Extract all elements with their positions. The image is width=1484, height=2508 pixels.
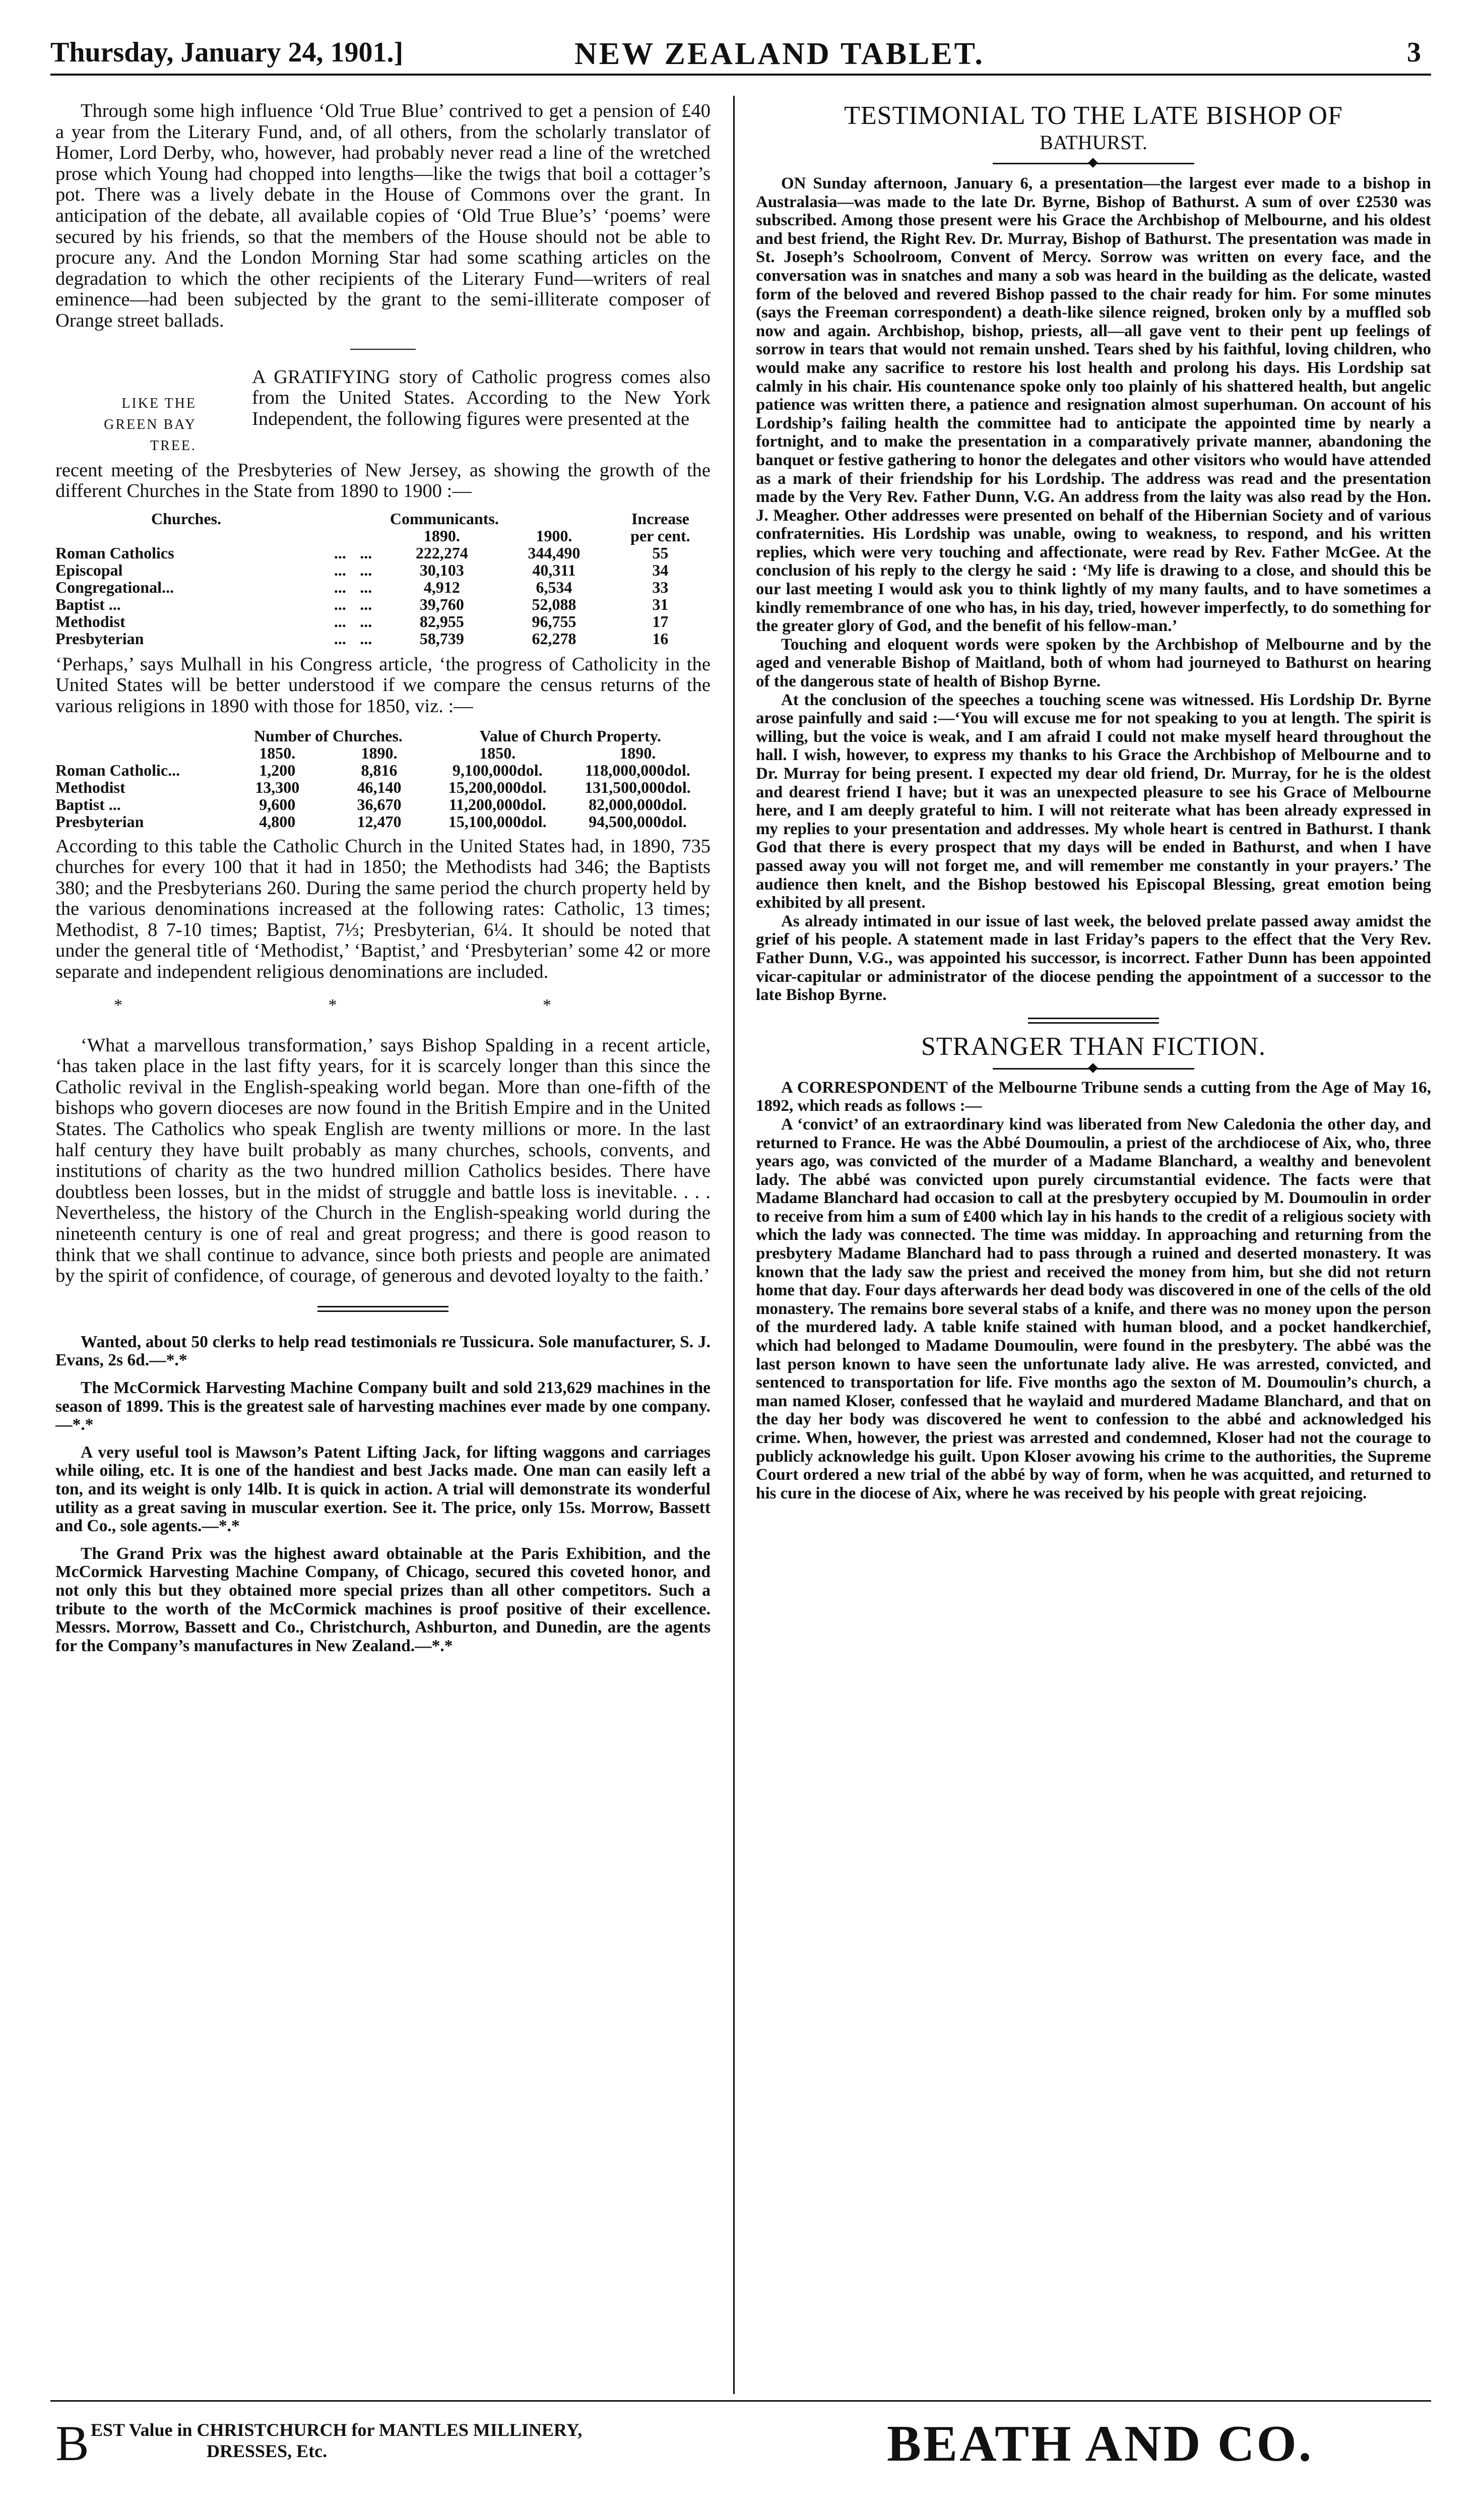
cell: 118,000,000dol. (585, 761, 690, 779)
left-column (55, 101, 711, 1655)
article-heading: STRANGER THAN FICTION. (921, 1032, 1266, 1061)
cell: 4,912 (423, 578, 460, 596)
church-property-table (55, 727, 711, 830)
communicants-table (55, 510, 711, 647)
col-header: 1890. (361, 743, 398, 762)
cell: 58,739 (419, 629, 464, 648)
issue-date: Thursday, January 24, 1901.] (50, 37, 404, 68)
cell: 82,000,000dol. (589, 795, 687, 813)
cell: Roman Catholic... (55, 761, 180, 779)
cell: 4,800 (259, 812, 296, 831)
cell: 13,300 (255, 778, 300, 796)
cell: 34 (652, 560, 669, 579)
table-row (55, 796, 711, 813)
cell: 82,955 (419, 612, 464, 631)
cell: 33 (652, 578, 669, 596)
article-paragraph: Through some high influence ‘Old True Blue’ contrived to get a pension of £40 a year from the Literary Fund, and, of all others, from the scholarly translator of Homer, Lord Derby, who, however, had probably never read a line of the wretched prose which Young had chopped into lengths—like the twigs that boil a cottager’s pot. There was a lively debate in the House of Commons over the grant. In anticipation of the debate, all available copies of ‘Old True Blue’s’ ‘poems’ were secured by his friends, so that the members of the House should not be able to procure any. And the London Morning Star had some scathing articles on the degradation to which the other recipients of the Literary Fund—writers of real eminence—had been subjected by the grant to the semi-illiterate composer of Orange street ballads. (55, 100, 711, 331)
cell: 8,816 (361, 761, 398, 779)
cell: Baptist ... (55, 595, 121, 613)
masthead-title: NEW ZEALAND TABLET. (574, 37, 985, 71)
side-heading (55, 393, 197, 457)
table-row: Presbyterian ... ... 58,739 62,278 16 (55, 630, 711, 647)
cell: 39,760 (419, 595, 464, 613)
cell: 40,311 (532, 560, 576, 579)
cell: 62,278 (532, 629, 576, 648)
cell: 222,274 (415, 543, 468, 562)
article-paragraph: ‘What a marvellous transformation,’ says Bishop Spalding in a recent article, ‘has taken place in the last fifty years, for it is scarcely longer than this since the Catholic revival in the English-speaking world began. More than one-fifth of the bishops who govern dioceses are now found in the British Empire and in the United States. The Catholics who speak English are twenty millions or more. In the last half century they have built probably as many churches, schools, convents, and institutions of charity as the two hundred million Catholics besides. There have doubtless been losses, but in the midst of struggle and battle loss is inevitable. . . . Nevertheless, the history of the Church in the English-speaking world during the nineteenth century is one of real and great progress; and there is good reason to think that we shall continue to advance, since both priests and people are animated by the spirit of confidence, of courage, of generous and devoted loyalty to the faith.’ (55, 1034, 711, 1287)
col-header: 1890. (619, 743, 656, 762)
cell: Episcopal (55, 560, 123, 579)
divider (350, 349, 416, 350)
article-paragraph: As already intimated in our issue of last week, the beloved prelate passed away amidst the grief of his people. A statement made in last Friday’s papers to the effect that the Very Rev. Father Dunn, V.G., was appointed his successor, is incorrect. Father Dunn has been appointed vicar-capitular or administrator of the diocese pending the appointment of a successor to the late Bishop Byrne. (756, 912, 1431, 1005)
cell: 11,200,000dol. (448, 795, 546, 813)
article-paragraph: ON Sunday afternoon, January 6, a presentation—the largest ever made to a bishop in Australasia—was made to the late Dr. Byrne, Bishop of Bathurst. A sum of over £2530 was subscribed. Among those present were his Grace the Archbishop of Melbourne, and his oldest and best friend, the Right Rev. Dr. Murray, Bishop of Bathurst. The presentation was made in St. Joseph’s Schoolroom, Convent of Mercy. Sorrow was written on every face, and the conversation was in snatches and many a sob was heard in the building as the delicate, wasted form of the beloved and revered Bishop passed to the chair ready for him. For some minutes (says the Freeman correspondent) a death-like silence reigned, broken only by a muffled sob now and again. Archbishop, bishop, priests, all—all gave vent to their pent up feelings of sorrow in tears that would not remain unshed. Tears shed by his faithful, loving children, who would make any sacrifice to restore his lost health and prolong his days. His Lordship sat calmly in his chair. His countenance spoke only too plainly of his shattered health, but angelic patience was written there, a patience and resignation almost superhuman. On account of his Lordship’s failing health the committee had to anticipate the appointed time by nearly a fortnight, and to make the presentation in a comparatively private manner, abandoning the banquet or festive gathering to honor the delegates and other visitors who would have attended as a mark of their friendship for his Lordship. The address was read and the presentation made by the Very Rev. Father Dunn, V.G. An address from the laity was also read by the Hon. J. Meagher. Other addresses were presented on behalf of the Hibernian Society and of various confraternities. His Lordship was unable, owing to weakness, to respond, and his written replies, which were very touching and affectionate, were read by Rev. Father McGee. At the conclusion of his reply to the clergy he said : ‘My life is drawing to a close, and should this be our last meeting I would ask you to think lightly of my many faults, and to have sometimes a kindly remembrance of one who has, in his day, tried, however imperfectly, to do something for the greater glory of God, and the benefit of his fellow-man.’ (756, 174, 1431, 636)
cell: 344,490 (528, 543, 580, 562)
double-rule (317, 1306, 448, 1312)
cell: 30,103 (419, 560, 464, 579)
cell: Methodist (55, 778, 125, 796)
cell: 12,470 (357, 812, 402, 831)
cell: Methodist (55, 612, 125, 631)
cell: 15,200,000dol. (448, 778, 547, 796)
col-header: 1890. (423, 526, 460, 545)
diamond-rule (756, 156, 1431, 171)
cell: Presbyterian (55, 629, 144, 648)
advertisement: The Grand Prix was the highest award obtainable at the Paris Exhibition, and the McCormick Harvesting Machine Company, of Chicago, secured this coveted honor, and not only this but they obtained more special prizes than all other competitors. Such a tribute to the worth of the McCormick machines is proof positive of their excellence. Messrs. Morrow, Bassett and Co., Christchurch, Ashburton, and Dunedin, are the agents for the Company’s manufactures in New Zealand.—*.* (55, 1544, 711, 1655)
cell: 16 (652, 629, 669, 648)
col-header: per cent. (630, 526, 690, 545)
cell: 31 (652, 595, 669, 613)
cell: 46,140 (357, 778, 402, 796)
table-row: Methodist ... ... 82,955 96,755 17 (55, 613, 711, 630)
col-header: Churches. (151, 509, 221, 528)
double-rule (1028, 1018, 1159, 1024)
col-header: 1850. (479, 743, 516, 762)
drop-cap: B (55, 2415, 89, 2471)
col-header: 1900. (536, 526, 572, 545)
article-heading: TESTIMONIAL TO THE LATE BISHOP OF (844, 101, 1343, 130)
table-row: Roman Catholics ... ... 222,274 344,490 55 (55, 544, 711, 561)
advertisement: Wanted, about 50 clerks to help read testimonials re Tussicura. Sole manufacturer, S. J. Evans, 2s 6d.—*.* (55, 1332, 711, 1370)
cell: 94,500,000dol. (589, 812, 687, 831)
cell: 52,088 (532, 595, 576, 613)
cell: 131,500,000dol. (585, 778, 691, 796)
col-header: Value of Church Property. (479, 726, 661, 745)
col-header: Increase (631, 509, 689, 528)
cell: 15,100,000dol. (448, 812, 547, 831)
article-paragraph: According to this table the Catholic Church in the United States had, in 1890, 735 churches for every 100 that it had in 1850; the Methodists had 346; the Baptists 380; and the Presbyterians 260. During the same period the church property held by the various denominations increased at the following rates: Catholic, 13 times; Methodist, 8 7-10 times; Baptist, 7⅓; Presbyterian, 6¼. It should be noted that under the general title of ‘Methodist,’ ‘Baptist,’ and ‘Presbyterian’ some 42 or more separate and independent religious denominations are included. (55, 835, 711, 983)
article-paragraph: A GRATIFYING story of Catholic progress comes also from the United States. According to the New York Independent, the following figures were presented at the (252, 366, 711, 429)
cell: 96,755 (532, 612, 576, 631)
col-header: Number of Churches. (253, 726, 403, 745)
advertisement: The McCormick Harvesting Machine Company built and sold 213,629 machines in the season of 1899. This is the greatest sale of harvesting machines ever made by one company.—*.* (55, 1378, 711, 1434)
side-heading-line: GREEN BAY TREE. (104, 416, 197, 454)
table-row: Episcopal ... ... 30,103 40,311 34 (55, 561, 711, 579)
article-paragraph: recent meeting of the Presbyteries of New Jersey, as showing the growth of the different Churches in the State from 1890 to 1900 :— (55, 459, 711, 502)
col-header: 1850. (259, 743, 296, 762)
side-heading-line: LIKE THE (121, 395, 197, 411)
article-paragraph: ‘Perhaps,’ says Mulhall in his Congress article, ‘the progress of Catholicity in the United States will be better understood if we compare the census returns of the various religions in 1890 with those for 1850, viz. :— (55, 653, 711, 717)
cell: Roman Catholics (55, 543, 174, 562)
footer-rule (50, 2400, 1431, 2402)
table-row (55, 779, 711, 796)
column-divider (733, 96, 735, 2394)
page-number: 3 (1407, 37, 1421, 68)
cell: Baptist ... (55, 795, 121, 813)
table-row (55, 762, 711, 779)
right-column (756, 101, 1431, 1502)
header-rule (50, 74, 1431, 76)
article-paragraph: A ‘convict’ of an extraordinary kind was liberated from New Caledonia the other day, and returned to France. He was the Abbé Doumoulin, a priest of the archdiocese of Aix, who, three years ago, was convicted of the murder of a Madame Blanchard, a wealthy and benevolent lady. The abbé was convicted upon purely circumstantial evidence. The facts were that Madame Blanchard had occasion to call at the presbytery occupied by M. Doumoulin in order to receive from him a sum of £400 which lay in his hands to the credit of a religious society with which the lady was connected. The time was midday. In approaching and returning from the presbytery Madame Blanchard had to pass through a ruined and deserted monastery. It was known that the lady saw the priest and received the money from him, but she did not return home that day. Four days afterwards her dead body was discovered in one of the cells of the old monastery. The remains bore several stabs of a knife, and there was no money upon the person of the murdered lady. A table knife stained with human blood, and a pocket handkerchief, which had belonged to Madame Doumoulin, were found in the presbytery. The abbé was the last person known to have seen the unfortunate lady alive. He was arrested, convicted, and sentenced to transportation for life. Five months ago the sexton of M. Doumoulin’s church, a man named Kloser, confessed that he waylaid and murdered Madame Blanchard, and that on the day her body was discovered he went to confession to the abbé and acknowledged his crime. When, however, the priest was arrested and condemned, Kloser had not the courage to publicly acknowledge his guilt. Upon Kloser avowing his crime to the authorities, the Supreme Court ordered a new trial of the abbé by way of form, when he was acquitted, and returned to his cure in the diocese of Aix, where he was received by his people with great rejoicing. (756, 1115, 1431, 1502)
diamond-rule (756, 1061, 1431, 1077)
brand-name: BEATH AND CO. (887, 2415, 1314, 2472)
cell: 55 (652, 543, 669, 562)
green-bay-section (55, 367, 711, 460)
cell: 36,670 (357, 795, 402, 813)
article-heading-sub: BATHURST. (1040, 131, 1147, 154)
col-header: Communicants. (390, 509, 499, 528)
cell: 1,200 (259, 761, 296, 779)
table-row: Congregational... ... ... 4,912 6,534 33 (55, 579, 711, 596)
table-row (55, 813, 711, 830)
cell: 9,100,000dol. (452, 761, 543, 779)
cell: 6,534 (536, 578, 572, 596)
article-paragraph: A CORRESPONDENT of the Melbourne Tribune sends a cutting from the Age of May 16, 1892, which reads as follows :— (756, 1078, 1431, 1115)
cell: Congregational... (55, 578, 174, 596)
cell: 9,600 (259, 795, 296, 813)
advertisement: A very useful tool is Mawson’s Patent Lifting Jack, for lifting waggons and carriages while oiling, etc. It is one of the handiest and best Jacks made. One man can easily left a ton, and its weight is only 14lb. It is quick in action. A trial will demonstrate its wonderful utility as a great saving in muscular exertion. See it. The price, only 15s. Morrow, Bassett and Co., sole agents.—*.* (55, 1443, 711, 1536)
table-row: Baptist ... ... ... 39,760 52,088 31 (55, 596, 711, 613)
article-paragraph: At the conclusion of the speeches a touching scene was witnessed. His Lordship Dr. Byrne arose painfully and said :—‘You will excuse me for not speaking to you at length. The spirit is willing, but the voice is weak, and I am afraid I could not make myself heard throughout the hall. I wish, however, to express my thanks to his Grace the Archbishop of Melbourne and to Dr. Murray for being present. I expected my dear old friend, Dr. Murray, for he is the oldest and dearest friend I have; but it was an unexpected pleasure to see his Grace of Melbourne here, and I am deeply grateful to him. I will not reiterate what has been already expressed in my replies to your presentation and addresses. My whole heart is centred in Bathurst. I thank God that there is every prospect that my days will be ended in Bathurst, and when I have passed away you will not forget me, and will remember me constantly in your prayers.’ The audience then knelt, and the Bishop bestowed his Episcopal Blessing, great emotion being exhibited by all present. (756, 691, 1431, 912)
cell: 17 (652, 612, 669, 631)
ad-line: EST Value in CHRISTCHURCH for MANTLES MILLINERY, (91, 2420, 583, 2440)
section-break: * * * (114, 995, 652, 1015)
article-paragraph: Touching and eloquent words were spoken by the Archbishop of Melbourne and by the aged and venerable Bishop of Maitland, both of whom had journeyed to Bathurst on hearing of the dangerous state of health of Bishop Byrne. (756, 635, 1431, 691)
ad-line: DRESSES, Etc. (207, 2441, 328, 2461)
cell: Presbyterian (55, 812, 144, 831)
